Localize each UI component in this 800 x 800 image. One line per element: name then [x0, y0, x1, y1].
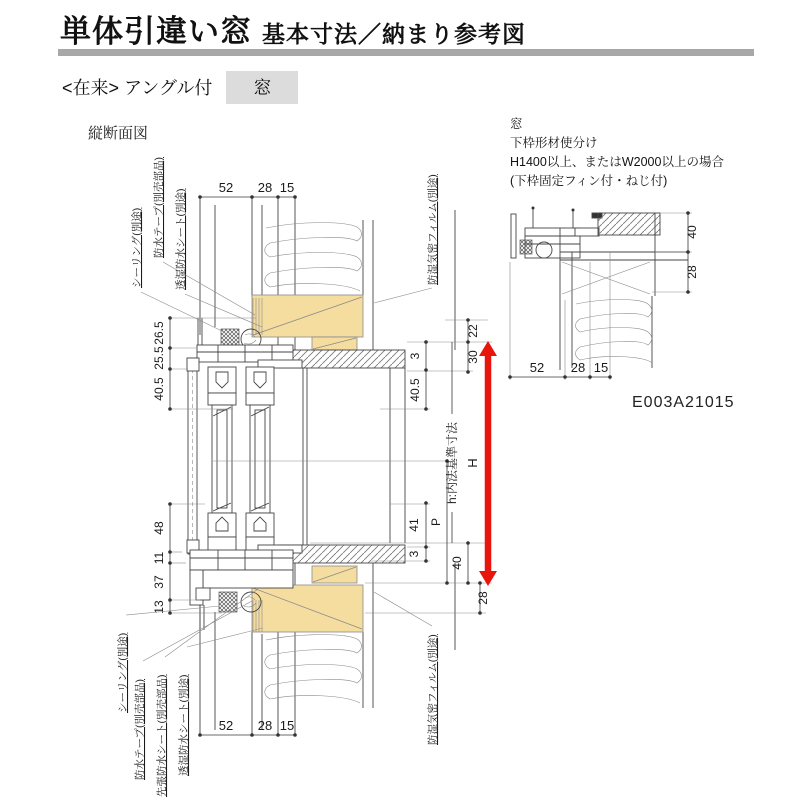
height-arrow	[465, 341, 497, 586]
dim-40.5-right: 40.5	[408, 378, 422, 402]
detail-note-heading: 窓	[510, 117, 523, 131]
detail-insulation	[576, 300, 653, 364]
callout-film-top: 防湿気密フィルム(別途)	[427, 174, 439, 285]
detail-diagram	[508, 207, 699, 381]
dim-top-15: 15	[279, 180, 295, 195]
dim-top-28: 28	[257, 180, 273, 195]
sash-inner	[246, 367, 274, 553]
dim-25.5: 25.5	[152, 346, 166, 370]
dim-11: 11	[152, 551, 166, 565]
main-diagram	[116, 157, 497, 797]
callout-sheet-bottom: 透湿防水シート(別途)	[178, 674, 190, 776]
dim-22: 22	[466, 324, 480, 338]
dim-right-upper	[408, 318, 480, 411]
detail-dim-28b: 28	[570, 360, 586, 375]
drawing-code: E003A21015	[632, 394, 735, 411]
dim-left-upper	[152, 316, 172, 411]
sash-outer	[208, 367, 236, 553]
dim-P: P	[429, 517, 443, 527]
dim-48: 48	[152, 521, 166, 535]
insect-screen	[187, 358, 199, 554]
detail-note-line3: (下枠固定フィン付・ねじ付)	[510, 174, 668, 188]
dim-13: 13	[152, 600, 166, 614]
dim-bottom-52: 52	[218, 718, 234, 733]
dim-top-52: 52	[218, 180, 234, 195]
dim-30: 30	[466, 350, 480, 364]
dim-bottom	[198, 718, 297, 737]
callout-sealing-top: シーリング(別途)	[131, 207, 143, 288]
dim-bottom-28: 28	[257, 718, 273, 733]
variant-label: <在来> アングル付	[62, 78, 213, 98]
dim-37: 37	[152, 575, 166, 589]
callout-film-bottom: 防湿気密フィルム(別途)	[427, 634, 439, 745]
dim-28-right: 28	[476, 591, 490, 605]
detail-dim-40: 40	[685, 225, 699, 239]
detail-note-line1: 下枠形材使分け	[510, 136, 598, 150]
inner-height-dim	[444, 342, 459, 543]
detail-dim-52: 52	[529, 360, 545, 375]
insulation-bottom	[265, 635, 362, 703]
callout-tape-top: 防水テープ(別売部品)	[153, 157, 165, 258]
inner-height-label: h:内法基準寸法	[445, 421, 459, 505]
page-title-sub: 基本寸法／納まり参考図	[262, 21, 526, 47]
callout-presheet-bottom: 先張防水シート(別売部品)	[156, 674, 168, 797]
callout-sealing-bottom: シーリング(別途)	[117, 632, 129, 713]
section-title: 縦断面図	[88, 125, 149, 142]
dim-41: 41	[407, 518, 421, 532]
callout-sheet-top: 透湿防水シート(別途)	[175, 188, 187, 290]
callout-tape-bottom: 防水テープ(別売部品)	[134, 679, 146, 780]
dim-3-lower: 3	[407, 550, 421, 558]
dim-40.5-left: 40.5	[152, 377, 166, 401]
dim-top	[198, 180, 297, 199]
dim-26.5: 26.5	[152, 321, 166, 345]
dim-left-lower	[152, 502, 172, 615]
page-title-main: 単体引違い窓	[60, 14, 252, 49]
detail-note-line2: H1400以上、またはW2000以上の場合	[510, 155, 724, 169]
detail-dim-28: 28	[685, 265, 699, 279]
height-arrow-label: H	[465, 458, 480, 468]
variant-badge: 窓	[226, 71, 298, 104]
insulation-top	[265, 223, 362, 291]
dim-3-upper: 3	[408, 352, 422, 360]
dim-40: 40	[450, 556, 464, 570]
dim-bottom-15: 15	[279, 718, 295, 733]
detail-dim-15: 15	[593, 360, 609, 375]
